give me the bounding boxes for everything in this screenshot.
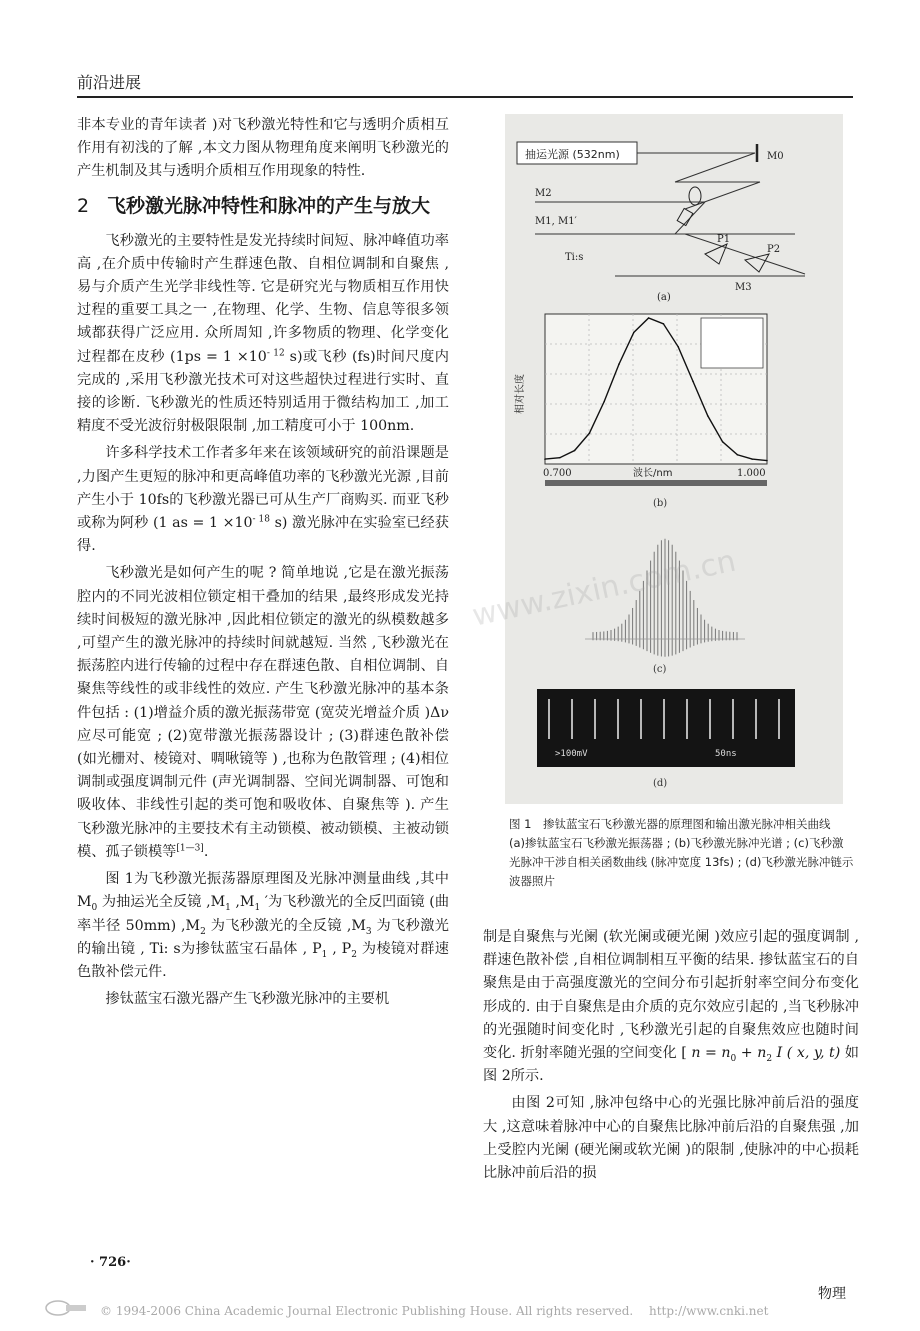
figure-caption	[509, 815, 854, 891]
label-m2: M2	[535, 188, 552, 199]
label-a: (a)	[657, 292, 671, 303]
paragraph-5: 掺钛蓝宝石激光器产生飞秒激光脉冲的主要机	[105, 991, 390, 1008]
header-rule	[77, 96, 853, 98]
osc-timebase: 50ns	[715, 749, 737, 759]
spectrum-point	[648, 317, 650, 319]
paragraph-3: 飞秒激光是如何产生的呢 ? 简单地说 ,它是在激光振荡腔内的不同光波相位锁定相干叠加的结果 ,最终形成发光持续时间极短的激光脉冲 ,因此相位锁定的激光的纵模数越多 ,可望产生的激光脉冲的持续时间就越短. 当然 ,飞秒激光在振荡腔内进行传输的过程中存在群速色散、自相位调制、自聚焦等线性的或非线性的效应. 产生飞秒激光脉冲的基本条件包括 : (1)增益介质的激光振荡带宽 (宽荧光增益介质 )Δν 应尽可能宽 ; (2)宽带激光振荡器设计 ; (3)群速色散补偿 (如光栅对、棱镜对、啁啾镜等 ) ,也称为色散管理 ; (4)相位调制或强度调制元件 (声光调制器、空间光调制器、可饱和吸收体、非线性引起的类可饱和吸收体、自聚焦等 ). 产生飞秒激光脉冲的主要技术有主动锁模、被动锁模、主被动锁模、孤子锁模等[1—3].	[77, 565, 449, 860]
prism-p2	[745, 254, 769, 272]
caption-text: 掺钛蓝宝石飞秒激光器的原理图和输出激光脉冲相关曲线 (a)掺钛蓝宝石飞秒激光振荡器 ; (b)飞秒激光脉冲光谱 ; (c)飞秒激光脉冲干涉自相关函数曲线 (脉冲宽度 13fs) ; (d)飞秒激光脉冲链示波器照片	[509, 817, 854, 888]
label-tis: Ti:s	[565, 252, 584, 263]
spectrum-point	[618, 363, 620, 365]
label-b: (b)	[653, 498, 668, 509]
figure-1-graphic	[505, 114, 843, 804]
label-p2: P2	[767, 244, 781, 255]
label-c: (c)	[653, 664, 667, 675]
spectrum-point	[707, 415, 709, 417]
spectrum-point	[603, 401, 605, 403]
page-number: · 726·	[90, 1255, 131, 1270]
section-number: 2	[77, 194, 90, 217]
label-m0: M0	[767, 151, 784, 162]
journal-name: 物理	[818, 1286, 846, 1302]
spectrum-point	[766, 460, 768, 462]
figure-1	[505, 114, 843, 804]
pump-source-label: 抽运光源 (532nm)	[525, 148, 620, 161]
spectrum-point	[589, 432, 591, 434]
spectrum-point	[722, 441, 724, 443]
left-column	[77, 114, 449, 1011]
paragraph-4: 图 1为飞秒激光振荡器原理图及光脉冲测量曲线 ,其中 $M_0$ 为抽运光全反镜 $,M_1$ $,M_1$ ′为飞秒激光的全反凹面镜 (曲率半径 50mm) $,M_2$ 为飞秒激光的全反镜 $,M_3$ 为飞秒激光的输出镜 , Ti: s为掺钛蓝宝石晶体 , $P_1$ , $P_2$ 为棱镜对群速色散补偿元件.	[77, 871, 450, 980]
running-header: 前沿进展	[77, 73, 142, 92]
caption-prefix: 图 1	[509, 817, 543, 831]
instrument-status-bar	[545, 480, 767, 486]
spectrum-point	[663, 323, 665, 325]
label-m1: M1, M1′	[535, 216, 577, 227]
spectrum-point	[559, 457, 561, 459]
paragraph-2: 许多科学技术工作者多年来在该领域研究的前沿课题是 ,力图产生更短的脉冲和更高峰值功率的飞秒激光光源 ,目前产生小于 10fs的飞秒激光器已可从生产厂商购买. 而亚飞秒或称为阿秒 (1 as = $1 \times 10^{- 18}$ s) 激光脉冲在实验室已经获得.	[77, 445, 449, 555]
label-d: (d)	[653, 778, 668, 789]
paragraph-1: 飞秒激光的主要特性是发光持续时间短、脉冲峰值功率高 ,在介质中传输时产生群速色散、自相位调制和自聚焦 ,易与介质产生光学非线性等. 它是研究光与物质相互作用快过程的重要工具之一 ,在物理、化学、生物、信息等很多领域都获得广泛应用. 众所周知 ,许多物质的物理、化学变化过程都在皮秒 ($1ps = 1 \times 10^{- 12}$ s)或飞秒 (fs)时间尺度内完成的 ,采用飞秒激光技术可对这些超快过程进行实时、直接的诊断. 飞秒激光的性质还特别适用于微结构加工 ,加工精度不受光波衍射极限限制 ,加工精度可小于 100nm.	[77, 232, 449, 435]
right-column	[483, 926, 859, 1185]
spectrum-point	[574, 450, 576, 452]
paragraph-6: 由图 2可知 ,脉冲包络中心的光强比脉冲前后沿的强度大 ,这意味着脉冲中心的自聚焦比脉冲前后沿的自聚焦强 ,加上受腔内光阑 (硬光阑或软光阑 )的限制 ,使脉冲的中心损耗比脉冲前后沿的损	[483, 1095, 859, 1182]
spectrum-point	[544, 458, 546, 460]
spectrum-point	[737, 454, 739, 456]
copyright-notice: © 1994-2006 China Academic Journal Electronic Publishing House. All rights reserved. http://www.cnki.net	[100, 1304, 769, 1318]
section-title: 飞秒激光脉冲特性和脉冲的产生与放大	[107, 194, 431, 217]
spectrum-xlabel: 波长/nm	[633, 468, 673, 479]
spectrum-xmin: 0.700	[543, 468, 572, 479]
spectrum-xmax: 1.000	[737, 468, 766, 479]
osc-voltage: >100mV	[555, 749, 588, 759]
paragraph-5-continued: 制是自聚焦与光阑 (软光阑或硬光阑 )效应引起的强度调制 ,群速色散补偿 ,自相位调制相互平衡的结果. 掺钛蓝宝石的自聚焦是由于高强度激光的空间分布引起折射率空间分布变化形成的. 由于自聚焦是由介质的克尔效应引起的 ,当飞秒脉冲的光强随时间变化时 ,飞秒激光引起的自聚焦效应也随时间变化. 折射率随光强的空间变化 [ $n = n_0 + n_2$ I ( x, y, t) 如图 2所示.	[483, 929, 859, 1085]
cnki-logo-icon	[44, 1298, 88, 1318]
readout-panel	[701, 318, 763, 368]
watermark: www.zixin.com.cn	[469, 543, 739, 634]
intro-paragraph: 非本专业的青年读者 )对飞秒激光特性和它与透明介质相互作用有初浅的了解 ,本文力图从物理角度来阐明飞秒激光的产生机制及其与透明介质相互作用现象的特性.	[77, 117, 449, 180]
spectrum-point	[751, 458, 753, 460]
spectrum-point	[633, 332, 635, 334]
spectrum-ylabel: 相对长度	[515, 374, 526, 414]
section-heading	[77, 192, 449, 220]
citation: [1—3]	[176, 843, 204, 854]
spectrum-point	[677, 346, 679, 348]
label-m3: M3	[735, 282, 752, 293]
spectrum-point	[692, 381, 694, 383]
label-p1: P1	[717, 234, 731, 245]
